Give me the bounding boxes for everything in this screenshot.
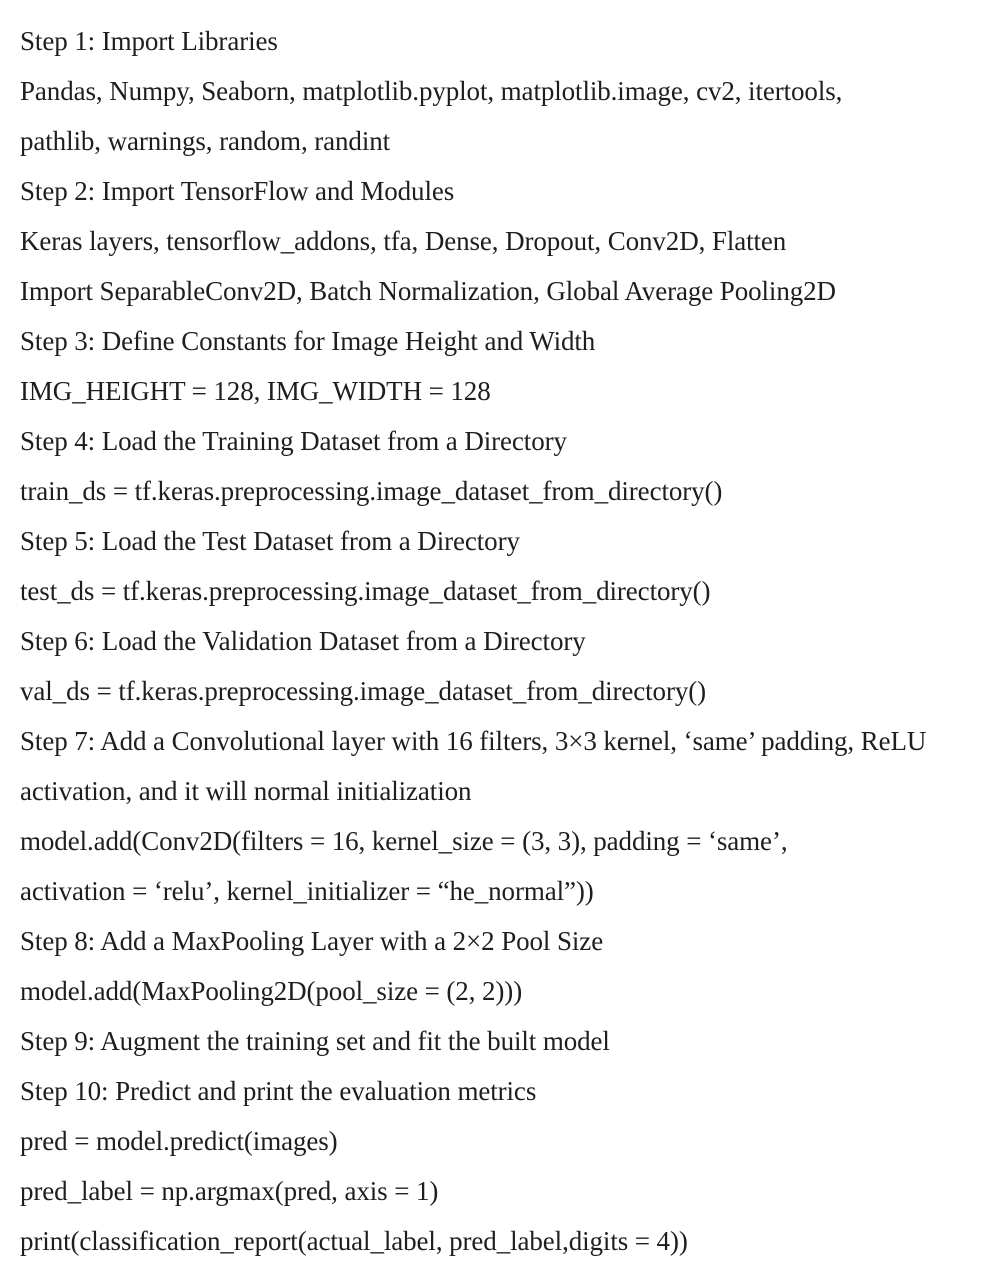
- step-10-code-line-3: print(classification_report(actual_label, pred_label,digits = 4)): [20, 1226, 688, 1256]
- step-1-libraries-line-1: Pandas, Numpy, Seaborn, matplotlib.pyplot, matplotlib.image, cv2, itertools,: [20, 76, 843, 106]
- step-9-heading: Step 9: Augment the training set and fit the built model: [20, 1026, 610, 1056]
- step-2-heading: Step 2: Import TensorFlow and Modules: [20, 176, 455, 206]
- step-8-heading: Step 8: Add a MaxPooling Layer with a 2×2 Pool Size: [20, 926, 604, 956]
- step-7-heading-line-1: Step 7: Add a Convolutional layer with 16 filters, 3×3 kernel, ‘same’ padding, ReLU: [20, 726, 927, 756]
- step-10-code-line-1: pred = model.predict(images): [20, 1126, 338, 1156]
- step-2-modules-line-1: Keras layers, tensorflow_addons, tfa, Dense, Dropout, Conv2D, Flatten: [20, 226, 787, 256]
- step-6-code: val_ds = tf.keras.preprocessing.image_dataset_from_directory(): [20, 676, 707, 706]
- step-10-heading: Step 10: Predict and print the evaluation metrics: [20, 1076, 537, 1106]
- step-1-heading: Step 1: Import Libraries: [20, 26, 278, 56]
- step-2-modules-line-2: Import SeparableConv2D, Batch Normalization, Global Average Pooling2D: [20, 276, 836, 306]
- step-4-code: train_ds = tf.keras.preprocessing.image_dataset_from_directory(): [20, 476, 723, 506]
- step-4-heading: Step 4: Load the Training Dataset from a Directory: [20, 426, 567, 456]
- step-3-constants: IMG_HEIGHT = 128, IMG_WIDTH = 128: [20, 376, 491, 406]
- step-1-libraries-line-2: pathlib, warnings, random, randint: [20, 126, 391, 156]
- step-7-heading-line-2: activation, and it will normal initialization: [20, 776, 472, 806]
- step-7-code-line-1: model.add(Conv2D(filters = 16, kernel_size = (3, 3), padding = ‘same’,: [20, 826, 788, 856]
- step-8-code: model.add(MaxPooling2D(pool_size = (2, 2))): [20, 976, 523, 1006]
- step-6-heading: Step 6: Load the Validation Dataset from a Directory: [20, 626, 586, 656]
- step-5-code: test_ds = tf.keras.preprocessing.image_dataset_from_directory(): [20, 576, 711, 606]
- step-5-heading: Step 5: Load the Test Dataset from a Directory: [20, 526, 520, 556]
- step-7-code-line-2: activation = ‘relu’, kernel_initializer = “he_normal”)): [20, 876, 594, 906]
- step-10-code-line-2: pred_label = np.argmax(pred, axis = 1): [20, 1176, 439, 1206]
- algorithm-steps-document: [20, 16, 996, 1266]
- step-3-heading: Step 3: Define Constants for Image Height and Width: [20, 326, 596, 356]
